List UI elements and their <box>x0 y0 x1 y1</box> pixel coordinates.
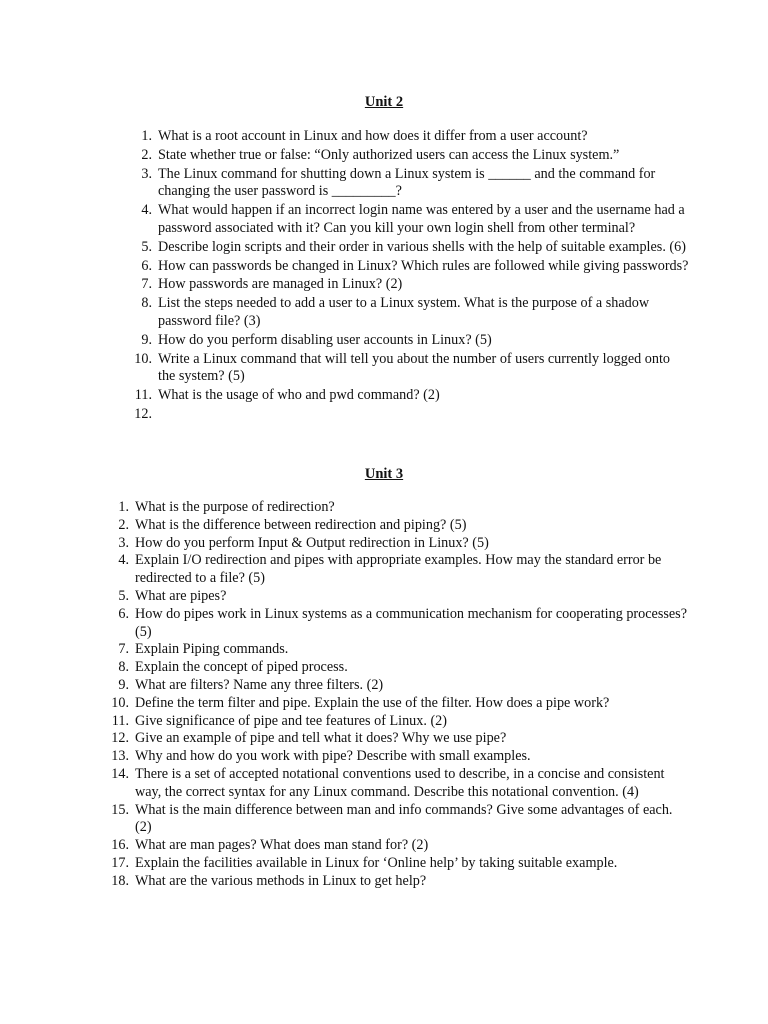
unit-2-heading: Unit 2 <box>364 94 404 110</box>
question-item <box>107 766 687 802</box>
unit-3-question-list <box>107 499 687 891</box>
question-text: What is the difference between redirection and piping? (5) <box>135 516 467 533</box>
question-item <box>107 499 687 517</box>
question-text: How passwords are managed in Linux? (2) <box>158 276 403 293</box>
question-number: 16. <box>111 837 129 854</box>
question-number: 9. <box>141 331 152 348</box>
question-text: What are man pages? What does man stand for? (2) <box>135 837 429 854</box>
question-number: 18. <box>111 872 129 889</box>
question-item <box>130 258 690 276</box>
question-text: Describe login scripts and their order in various shells with the help of suitable examples. (6) <box>158 238 686 255</box>
question-text: How can passwords be changed in Linux? Which rules are followed while giving passwords? <box>158 257 689 274</box>
question-item <box>107 517 687 535</box>
question-number: 5. <box>141 238 152 255</box>
question-text: There is a set of accepted notational conventions used to describe, in a concise and consistent way, the correct syntax for any Linux command. Describe this notational convention. (4) <box>135 765 665 800</box>
question-number: 8. <box>141 295 152 312</box>
question-item <box>130 276 690 294</box>
question-text: Give an example of pipe and tell what it does? Why we use pipe? <box>135 730 507 747</box>
question-item <box>107 695 687 713</box>
question-text: What is the usage of who and pwd command? (2) <box>158 387 440 404</box>
question-number: 1. <box>141 128 152 144</box>
question-text: Write a Linux command that will tell you about the number of users currently logged onto the system? (5) <box>158 350 671 385</box>
question-item <box>107 659 687 677</box>
question-number: 11. <box>134 387 152 404</box>
question-item <box>107 641 687 659</box>
question-item <box>107 855 687 873</box>
question-item <box>107 588 687 606</box>
question-text: What is the main difference between man and info commands? Give some advantages of each. (2) <box>135 801 673 836</box>
question-number: 8. <box>118 659 129 676</box>
question-text: Explain the facilities available in Linux for ‘Online help’ by taking suitable example. <box>135 854 618 871</box>
question-item <box>107 677 687 695</box>
question-text: What are pipes? <box>135 587 227 604</box>
question-number: 9. <box>118 676 129 693</box>
question-text: State whether true or false: “Only authorized users can access the Linux system.” <box>158 146 620 163</box>
question-text: What is a root account in Linux and how does it differ from a user account? <box>158 128 588 144</box>
question-text: How do you perform disabling user accounts in Linux? (5) <box>158 331 492 348</box>
question-number: 12. <box>134 405 152 422</box>
question-text: The Linux command for shutting down a Linux system is ______ and the command for changing the user password is _________? <box>158 165 656 200</box>
question-number: 14. <box>111 765 129 782</box>
question-item <box>130 202 690 238</box>
question-number: 10. <box>111 694 129 711</box>
question-item <box>130 147 690 165</box>
question-number: 4. <box>141 202 152 219</box>
question-number: 5. <box>118 587 129 604</box>
question-item <box>107 713 687 731</box>
question-item <box>107 535 687 553</box>
question-text: How do you perform Input & Output redirection in Linux? (5) <box>135 534 489 551</box>
question-text: What would happen if an incorrect login name was entered by a user and the username had a password associated with it? Can you kill your own login shell from other terminal? <box>158 202 685 236</box>
question-text: How do pipes work in Linux systems as a communication mechanism for cooperating processes? (5) <box>135 605 688 640</box>
question-text: List the steps needed to add a user to a Linux system. What is the purpose of a shadow password file? (3) <box>158 295 650 329</box>
question-item <box>107 837 687 855</box>
question-text: Explain Piping commands. <box>135 641 289 658</box>
question-text: What is the purpose of redirection? <box>135 499 335 515</box>
question-number: 13. <box>111 748 129 765</box>
question-number: 10. <box>134 350 152 367</box>
question-number: 17. <box>111 854 129 871</box>
unit-2-question-list <box>130 127 690 422</box>
question-text: What are the various methods in Linux to get help? <box>135 872 427 889</box>
question-item <box>130 166 690 202</box>
question-text: Why and how do you work with pipe? Describe with small examples. <box>135 748 531 765</box>
question-number: 2. <box>141 146 152 163</box>
question-number: 3. <box>141 165 152 182</box>
question-number: 6. <box>118 605 129 622</box>
question-item <box>130 295 690 331</box>
question-number: 4. <box>118 552 129 569</box>
unit-3-heading: Unit 3 <box>364 466 404 482</box>
question-number: 7. <box>141 276 152 293</box>
question-text: Give significance of pipe and tee features of Linux. (2) <box>135 712 448 729</box>
question-number: 6. <box>141 257 152 274</box>
question-item <box>130 332 690 350</box>
question-number: 11. <box>111 712 129 729</box>
question-item <box>130 128 690 146</box>
question-text: Explain I/O redirection and pipes with appropriate examples. How may the standard error be redirected to a file? (5) <box>135 552 662 587</box>
question-item <box>107 873 687 891</box>
question-number: 7. <box>118 641 129 658</box>
question-item <box>107 552 687 588</box>
question-text: Define the term filter and pipe. Explain the use of the filter. How does a pipe work? <box>135 694 610 711</box>
question-item <box>107 802 687 838</box>
question-text: Explain the concept of piped process. <box>135 659 348 676</box>
question-number: 3. <box>118 534 129 551</box>
question-item <box>107 748 687 766</box>
question-item <box>130 387 690 405</box>
question-text: What are filters? Name any three filters. (2) <box>135 676 384 693</box>
question-number: 1. <box>118 499 129 515</box>
question-item <box>107 730 687 748</box>
question-number: 2. <box>118 516 129 533</box>
question-item <box>130 239 690 257</box>
question-number: 12. <box>111 730 129 747</box>
question-item <box>107 606 687 642</box>
question-item <box>130 351 690 387</box>
question-number: 15. <box>111 801 129 818</box>
